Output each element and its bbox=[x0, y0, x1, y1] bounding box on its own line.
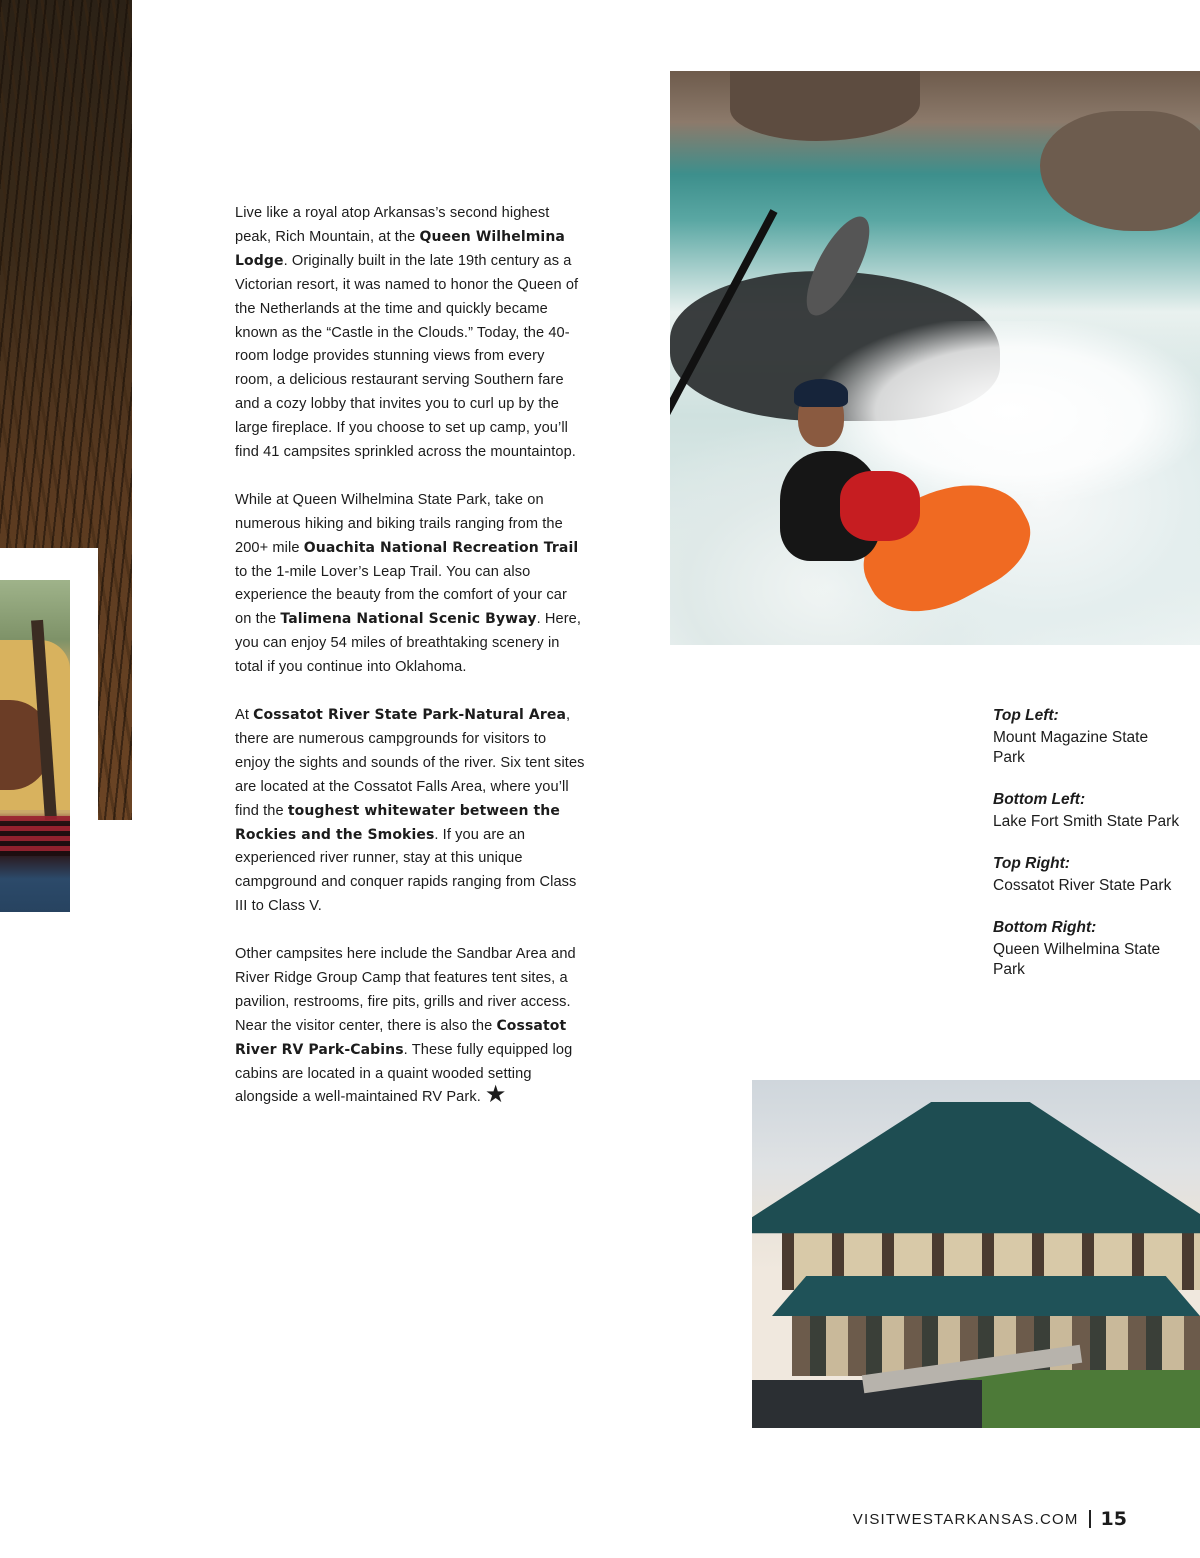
caption-label: Top Left: bbox=[993, 707, 1059, 724]
bold-text: Ouachita National Recreation Trail bbox=[303, 539, 579, 556]
text-run: , there are numerous campgrounds for visitors to enjoy the sights and sounds of the river. Six tent sites are located at the Cossatot Falls Area, where you’ll find the bbox=[235, 707, 585, 819]
kayaker-helmet bbox=[794, 379, 848, 407]
paragraph bbox=[235, 943, 585, 1110]
text-run: While at Queen Wilhelmina State Park, take on numerous hiking and biking trails ranging from the 200+ mile bbox=[235, 491, 563, 556]
spray-skirt bbox=[840, 471, 920, 541]
hiker-photo-bottom-left bbox=[0, 580, 70, 912]
text-run: Other campsites here include the Sandbar Area and River Ridge Group Camp that features tent sites, a pavilion, restrooms, fire pits, grills and river access. Near the visitor center, there is also the bbox=[235, 946, 576, 1034]
caption-top-left bbox=[993, 706, 1183, 768]
text-run: At bbox=[235, 707, 254, 723]
caption-bottom-left bbox=[993, 790, 1183, 832]
plaid-shirt bbox=[0, 816, 70, 856]
footer-divider bbox=[1089, 1510, 1091, 1528]
paragraph bbox=[235, 489, 585, 680]
kayak-photo-top-right bbox=[670, 71, 1200, 645]
text-run: . If you are an experienced river runner, stay at this unique campground and conquer rapids ranging from Class III to Class V. bbox=[235, 826, 577, 915]
caption-text: Lake Fort Smith State Park bbox=[993, 813, 1180, 830]
photo-captions bbox=[993, 706, 1183, 1002]
caption-bottom-right bbox=[993, 918, 1183, 980]
text-run: . Here, you can enjoy 54 miles of breathtaking scenery in total if you continue into Oklahoma. bbox=[235, 611, 582, 676]
bold-text: toughest whitewater between the Rockies and the Smokies bbox=[235, 802, 560, 843]
star-icon: ★ bbox=[484, 1081, 507, 1109]
text-run: . Originally built in the late 19th century as a Victorian resort, it was named to honor the Queen of the Netherlands at the time and quickly became known as the “Castle in the Clouds.” Today, the 40-room lodge provides stunning views from every room, a delicious restaurant serving Southern fare and a cozy lobby that invites you to curl up by the large fireplace. If you choose to set up camp, you’ll find 41 campsites sprinkled across the mountaintop. bbox=[235, 252, 579, 461]
caption-text: Queen Wilhelmina State Park bbox=[993, 941, 1161, 978]
caption-text: Cossatot River State Park bbox=[993, 877, 1172, 894]
text-run: to the 1-mile Lover’s Leap Trail. You can also experience the beauty from the comfort of your car on the bbox=[235, 563, 567, 628]
rock bbox=[1040, 111, 1200, 231]
paragraph bbox=[235, 202, 585, 465]
site-url: VISITWESTARKANSAS.COM bbox=[852, 1510, 1079, 1528]
caption-label: Bottom Left: bbox=[993, 791, 1086, 808]
kayak-paddle bbox=[670, 209, 778, 637]
paragraph bbox=[235, 704, 585, 919]
caption-text: Mount Magazine State Park bbox=[993, 729, 1149, 766]
caption-top-right bbox=[993, 854, 1183, 896]
lodge-lower-roof bbox=[772, 1276, 1200, 1316]
page-footer bbox=[853, 1508, 1127, 1530]
rock bbox=[730, 71, 920, 141]
caption-label: Top Right: bbox=[993, 855, 1070, 872]
caption-label: Bottom Right: bbox=[993, 919, 1097, 936]
bold-text: Talimena National Scenic Byway bbox=[280, 611, 537, 628]
text-run: Live like a royal atop Arkansas’s second highest peak, Rich Mountain, at the bbox=[235, 205, 550, 245]
bold-text: Cossatot River State Park-Natural Area bbox=[253, 707, 566, 723]
bold-text: Cossatot River RV Park-Cabins bbox=[235, 1017, 567, 1058]
bold-text: Queen Wilhelmina Lodge bbox=[235, 228, 565, 269]
lodge-photo-bottom-right bbox=[752, 1080, 1200, 1428]
article-body bbox=[235, 202, 585, 1134]
text-run: . These fully equipped log cabins are located in a quaint wooded setting alongside a well-maintained RV Park. bbox=[235, 1041, 573, 1106]
page-number: 15 bbox=[1100, 1508, 1127, 1530]
